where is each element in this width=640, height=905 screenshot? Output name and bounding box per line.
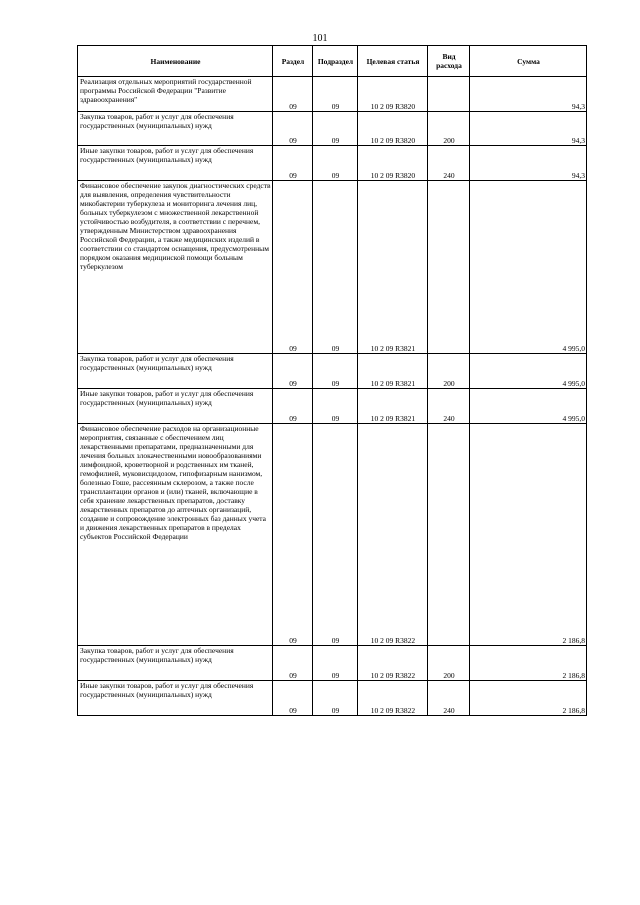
row-section: 09 xyxy=(273,681,313,716)
row-expense-type: 200 xyxy=(428,646,470,681)
row-subsection: 09 xyxy=(313,77,358,112)
row-section: 09 xyxy=(273,181,313,354)
page-number: 101 xyxy=(312,33,328,44)
row-amount: 2 186,8 xyxy=(470,646,587,681)
row-subsection: 09 xyxy=(313,354,358,389)
budget-table xyxy=(77,45,587,716)
row-name: Реализация отдельных мероприятий государственной программы Российской Федерации "Развитие здравоохранения" xyxy=(78,77,273,112)
table-row xyxy=(78,389,587,424)
row-amount: 4 995,0 xyxy=(470,181,587,354)
header-name: Наименование xyxy=(78,46,273,77)
row-subsection: 09 xyxy=(313,146,358,181)
row-name: Финансовое обеспечение расходов на организационные мероприятия, связанные с обеспечением лиц лекарственными препаратами, предназначенными для лечения больных злокачественными новообразованиями лимфоидной, кроветворной и родственных им тканей, гемофилией, муковисцидозом, гипофизарным нанизмом, болезнью Гоше, рассеянным склерозом, а также после трансплантации органов и (или) тканей, включающие в себя хранение лекарственных препаратов, доставку лекарственных препаратов до аптечных организаций, создание и сопровождение электронных баз данных учета и движения лекарственных препаратов в пределах субъектов Российской Федерации xyxy=(78,424,273,646)
table-row xyxy=(78,77,587,112)
header-subsection: Подраздел xyxy=(313,46,358,77)
row-name: Закупка товаров, работ и услуг для обеспечения государственных (муниципальных) нужд xyxy=(78,354,273,389)
row-expense-type xyxy=(428,77,470,112)
row-amount: 94,3 xyxy=(470,146,587,181)
header-expense-type: Вид расхода xyxy=(428,46,470,77)
row-subsection: 09 xyxy=(313,681,358,716)
row-section: 09 xyxy=(273,146,313,181)
table-row xyxy=(78,354,587,389)
row-expense-type: 240 xyxy=(428,146,470,181)
row-expense-type: 240 xyxy=(428,389,470,424)
row-section: 09 xyxy=(273,112,313,146)
row-name: Закупка товаров, работ и услуг для обеспечения государственных (муниципальных) нужд xyxy=(78,112,273,146)
row-name: Иные закупки товаров, работ и услуг для обеспечения государственных (муниципальных) нужд xyxy=(78,146,273,181)
row-subsection: 09 xyxy=(313,181,358,354)
row-target-item: 10 2 09 R3822 xyxy=(358,681,428,716)
row-subsection: 09 xyxy=(313,646,358,681)
row-amount: 94,3 xyxy=(470,77,587,112)
row-expense-type xyxy=(428,181,470,354)
row-expense-type: 200 xyxy=(428,112,470,146)
table-row xyxy=(78,146,587,181)
row-subsection: 09 xyxy=(313,424,358,646)
row-amount: 2 186,8 xyxy=(470,681,587,716)
row-target-item: 10 2 09 R3821 xyxy=(358,354,428,389)
row-name: Иные закупки товаров, работ и услуг для обеспечения государственных (муниципальных) нужд xyxy=(78,389,273,424)
table-row xyxy=(78,181,587,354)
row-section: 09 xyxy=(273,424,313,646)
row-subsection: 09 xyxy=(313,389,358,424)
row-target-item: 10 2 09 R3820 xyxy=(358,77,428,112)
table-row xyxy=(78,424,587,646)
row-subsection: 09 xyxy=(313,112,358,146)
row-section: 09 xyxy=(273,646,313,681)
row-target-item: 10 2 09 R3821 xyxy=(358,181,428,354)
row-expense-type: 240 xyxy=(428,681,470,716)
row-amount: 94,3 xyxy=(470,112,587,146)
row-target-item: 10 2 09 R3822 xyxy=(358,646,428,681)
row-name: Закупка товаров, работ и услуг для обеспечения государственных (муниципальных) нужд xyxy=(78,646,273,681)
row-expense-type xyxy=(428,424,470,646)
table-row xyxy=(78,681,587,716)
row-amount: 4 995,0 xyxy=(470,389,587,424)
row-expense-type: 200 xyxy=(428,354,470,389)
header-target-item: Целевая статья xyxy=(358,46,428,77)
row-target-item: 10 2 09 R3821 xyxy=(358,389,428,424)
row-name: Финансовое обеспечение закупок диагностических средств для выявления, определения чувствительности микобактерии туберкулеза и мониторинга лечения лиц, больных туберкулезом с множественной лекарственной устойчивостью возбудителя, в соответствии с перечнем, утвержденным Министерством здравоохранения Российской Федерации, а также медицинских изделий в соответствии со стандартом оснащения, предусмотренным порядком оказания медицинской помощи больным туберкулезом xyxy=(78,181,273,354)
table-row xyxy=(78,112,587,146)
row-amount: 2 186,8 xyxy=(470,424,587,646)
row-section: 09 xyxy=(273,389,313,424)
row-target-item: 10 2 09 R3822 xyxy=(358,424,428,646)
row-amount: 4 995,0 xyxy=(470,354,587,389)
row-target-item: 10 2 09 R3820 xyxy=(358,112,428,146)
header-section: Раздел xyxy=(273,46,313,77)
row-section: 09 xyxy=(273,77,313,112)
table-row xyxy=(78,646,587,681)
table-header-row xyxy=(78,46,587,77)
row-section: 09 xyxy=(273,354,313,389)
header-amount: Сумма xyxy=(470,46,587,77)
row-name: Иные закупки товаров, работ и услуг для обеспечения государственных (муниципальных) нужд xyxy=(78,681,273,716)
row-target-item: 10 2 09 R3820 xyxy=(358,146,428,181)
